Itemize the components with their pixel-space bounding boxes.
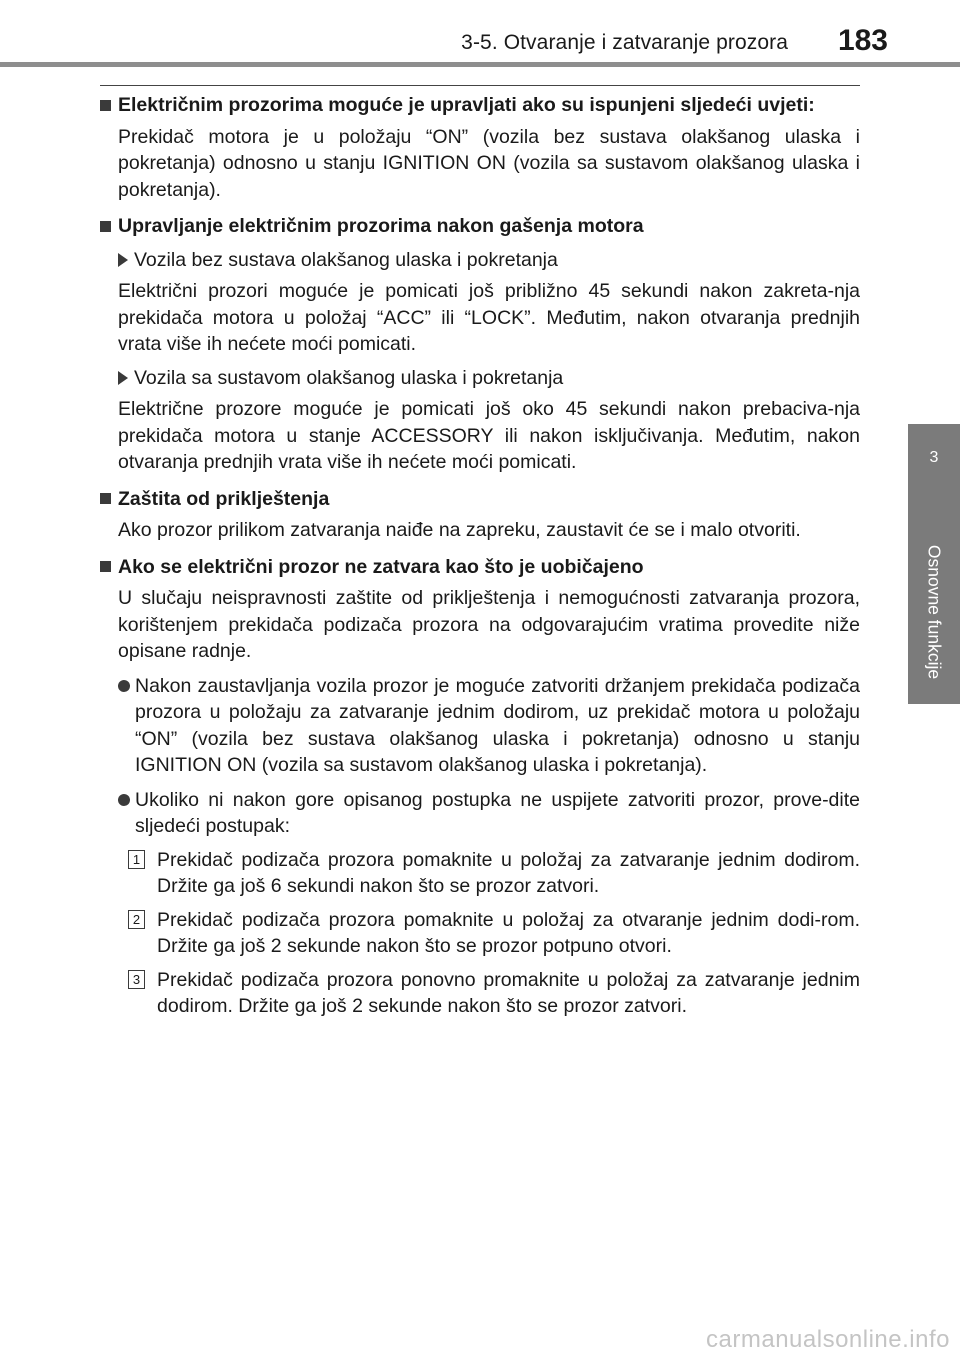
- section-paragraph: Električne prozore moguće je pomicati još oko 45 sekundi nakon prebaciva-nja prekidača motora u stanje ACCESSORY ili nakon isključivanja. Međutim, nakon otvaranja prednjih vrata više ih nećete moći pomicati.: [118, 398, 860, 473]
- watermark: carmanualsonline.info: [706, 1326, 950, 1353]
- triangle-arrow-icon: [118, 371, 128, 385]
- header-rule: [0, 62, 960, 67]
- step-text: Prekidač podizača prozora pomaknite u položaj za otvaranje jednim dodi-rom. Držite ga još 2 sekunde nakon što se prozor potpuno otvori.: [157, 908, 860, 957]
- square-bullet-icon: [100, 561, 111, 572]
- sub-heading-text: Vozila bez sustava olakšanog ulaska i pokretanja: [134, 248, 558, 271]
- step-number-badge: 1: [128, 850, 145, 869]
- section-heading: [100, 213, 860, 240]
- procedure-step: [128, 967, 860, 1020]
- section-heading: [100, 554, 860, 581]
- section-heading: [100, 92, 860, 119]
- section-paragraph: Ako prozor prilikom zatvaranja naiđe na zapreku, zaustavit će se i malo otvoriti.: [118, 519, 801, 541]
- step-text: Prekidač podizača prozora pomaknite u položaj za zatvaranje jednim dodirom. Držite ga još 6 sekundi nakon što se prozor zatvori.: [157, 848, 860, 897]
- list-item-text: Nakon zaustavljanja vozila prozor je moguće zatvoriti držanjem prekidača podizača prozora u položaju za zatvaranje jednim dodirom, uz prekidač motora u položaju “ON” (vozila bez sustava olakšanog ulaska i pokretanja) odnosno u stanju IGNITION ON (vozila sa sustavom olakšanog ulaska i pokretanja).: [135, 674, 860, 776]
- square-bullet-icon: [100, 221, 111, 232]
- circle-bullet-icon: [118, 680, 130, 692]
- section-heading: [100, 486, 860, 513]
- section-heading-text: Ako se električni prozor ne zatvara kao što je uobičajeno: [118, 555, 644, 578]
- list-item: [118, 787, 860, 840]
- page-number: 183: [837, 24, 888, 57]
- section-heading-text: Zaštita od priklještenja: [118, 487, 330, 510]
- section-heading-text: Upravljanje električnim prozorima nakon gašenja motora: [118, 215, 644, 237]
- section-paragraph: Električni prozori moguće je pomicati još približno 45 sekundi nakon zakreta-nja prekidača motora u položaj “ACC” ili “LOCK”. Međutim, nakon otvaranja prednjih vrata više ih nećete moći pomicati.: [118, 280, 860, 355]
- triangle-arrow-icon: [118, 253, 128, 267]
- chapter-name: Osnovne funkcije: [924, 544, 945, 680]
- step-number-badge: 3: [128, 970, 145, 989]
- square-bullet-icon: [100, 493, 111, 504]
- square-bullet-icon: [100, 100, 111, 111]
- sub-heading: [118, 365, 860, 392]
- list-item-text: Ukoliko ni nakon gore opisanog postupka ne uspijete zatvoriti prozor, prove-dite sljedeći postupak:: [135, 788, 860, 837]
- procedure-step: [128, 907, 860, 960]
- chapter-side-tab: [908, 424, 960, 704]
- section-heading-text: Električnim prozorima moguće je upravljati ako su ispunjeni sljedeći uvjeti:: [118, 94, 815, 116]
- step-number-badge: 2: [128, 910, 145, 929]
- section-title: 3-5. Otvaranje i zatvaranje prozora: [461, 31, 788, 54]
- page-content: [100, 85, 860, 1020]
- circle-bullet-icon: [118, 794, 130, 806]
- list-item: [118, 673, 860, 779]
- sub-heading-text: Vozila sa sustavom olakšanog ulaska i pokretanja: [134, 366, 564, 389]
- chapter-number: 3: [929, 449, 939, 466]
- sub-heading: [118, 247, 860, 274]
- procedure-step: [128, 847, 860, 900]
- step-text: Prekidač podizača prozora ponovno promaknite u položaj za zatvaranje jednim dodirom. Držite ga još 2 sekunde nakon što se prozor zatvori.: [157, 968, 860, 1017]
- section-paragraph: U slučaju neispravnosti zaštite od priklještenja i nemogućnosti zatvaranja prozora, korištenjem prekidača podizača prozora na odgovarajućim vratima provedite niže opisane radnje.: [118, 587, 860, 662]
- section-paragraph: Prekidač motora je u položaju “ON” (vozila bez sustava olakšanog ulaska i pokretanja) odnosno u stanju IGNITION ON (vozila sa sustavom olakšanog ulaska i pokretanja).: [118, 125, 860, 201]
